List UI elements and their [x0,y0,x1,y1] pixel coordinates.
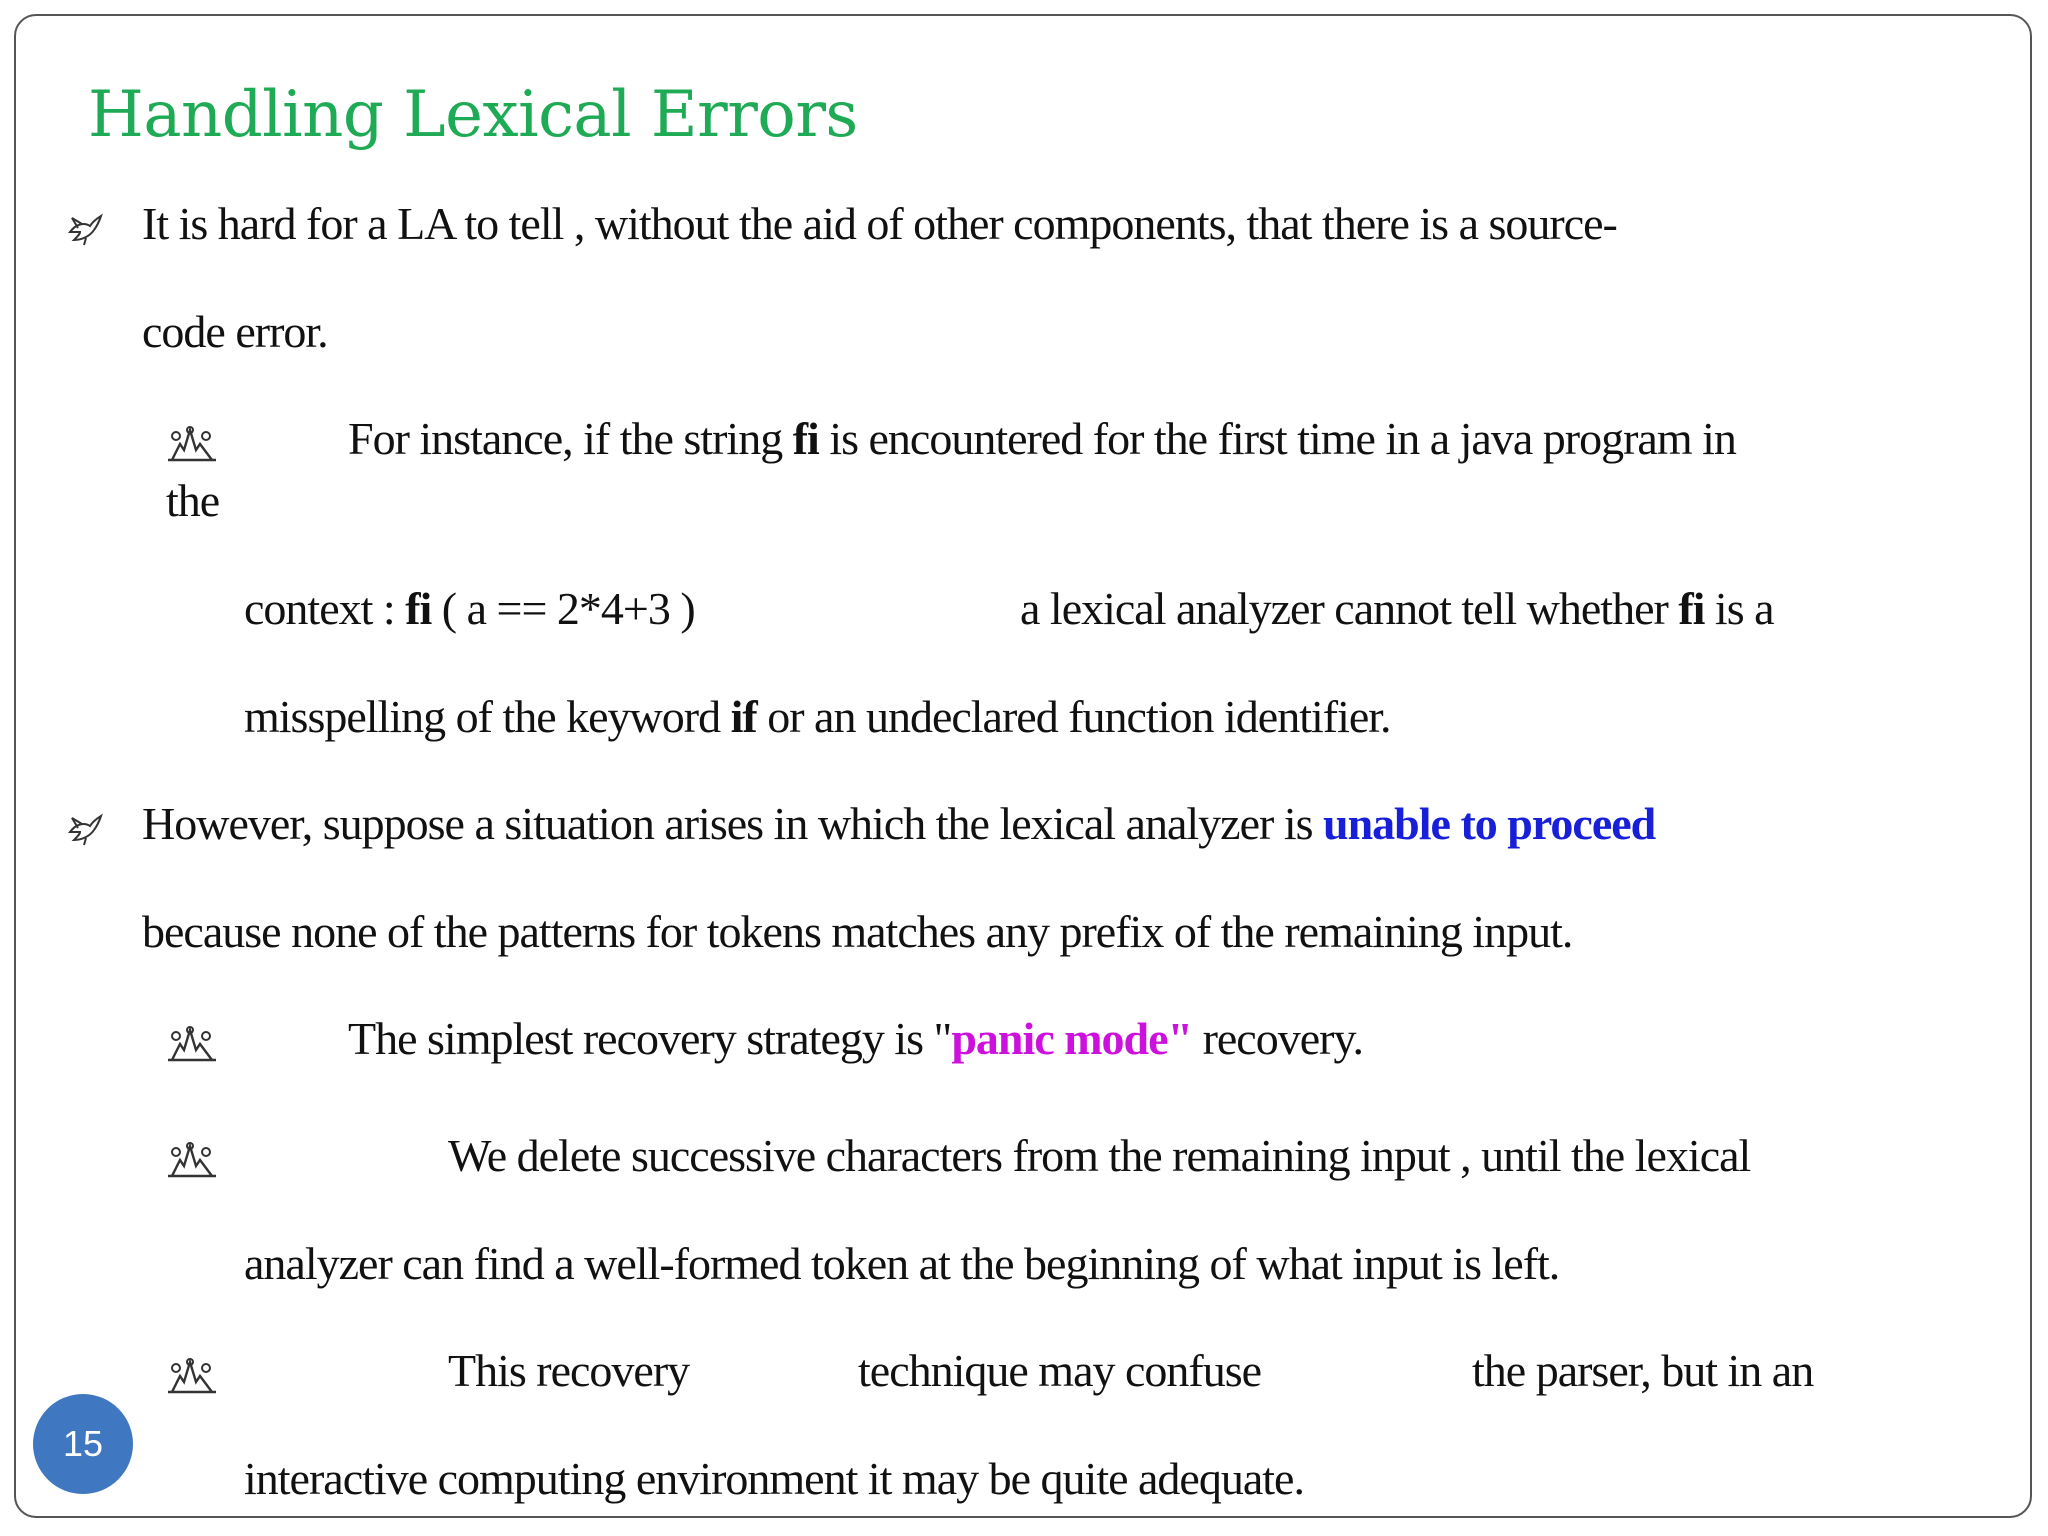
sub-bullet-1-line-4 [244,690,1391,743]
if-keyword-bold: if [730,691,757,742]
hands-bullet-icon [166,424,218,464]
paragraph-2-line-1 [142,797,1655,850]
unable-to-proceed-highlight: unable to proceed [1323,798,1656,849]
fi-bold: fi [792,413,819,464]
paragraph-1-line-1: It is hard for a LA to tell , without the aid of other components, that there is a source- [142,198,1617,249]
fi-bold: fi [1678,583,1705,634]
misspelling-text: misspelling of the keyword [244,691,731,742]
context-label: context : [244,583,406,634]
sub-bullet-3-line-1: We delete successive characters from the remaining input , until the lexical [448,1130,1751,1181]
sub-bullet-4-line-1c: the parser, but in an [1472,1345,1814,1396]
sub-bullet-1-text-a: For instance, if the string [348,413,793,464]
dove-bullet-icon [66,210,104,248]
paragraph-1-line-2: code error. [142,306,328,357]
sub-bullet-1-text-b: is encountered for the first time in a java program in [818,413,1736,464]
sub-bullet-4-line-1b: technique may confuse [858,1345,1262,1396]
analyzer-text: a lexical analyzer cannot tell whether [1020,583,1679,634]
panic-mode-highlight: panic mode" [951,1013,1193,1064]
sub-bullet-1-line-3-right [1020,582,1774,635]
sub-bullet-2-line-1 [348,1012,1363,1065]
slide-title: Handling Lexical Errors [88,78,858,152]
sub-bullet-3-line-2: analyzer can find a well-formed token at the beginning of what input is left. [244,1238,1560,1289]
hands-bullet-icon [166,1024,218,1064]
hands-bullet-icon [166,1140,218,1180]
sub-bullet-4-line-2: interactive computing environment it may be quite adequate. [244,1453,1304,1504]
panic-mode-text-end: recovery. [1192,1013,1363,1064]
dove-bullet-icon [66,810,104,848]
sub-bullet-1-line-2: the [166,475,220,526]
panic-mode-text: The simplest recovery strategy is " [348,1013,952,1064]
analyzer-text-end: is a [1704,583,1774,634]
context-expression: ( a == 2*4+3 ) [431,583,695,634]
hands-bullet-icon [166,1356,218,1396]
paragraph-2-text: However, suppose a situation arises in which the lexical analyzer is [142,798,1323,849]
page-number-badge: 15 [33,1394,133,1494]
paragraph-2-line-2: because none of the patterns for tokens matches any prefix of the remaining input. [142,906,1573,957]
sub-bullet-4-line-1a: This recovery [448,1345,690,1396]
misspelling-text-end: or an undeclared function identifier. [756,691,1391,742]
sub-bullet-1-line-1 [348,412,1736,465]
fi-bold: fi [405,583,432,634]
sub-bullet-1-line-3-left [244,582,695,635]
